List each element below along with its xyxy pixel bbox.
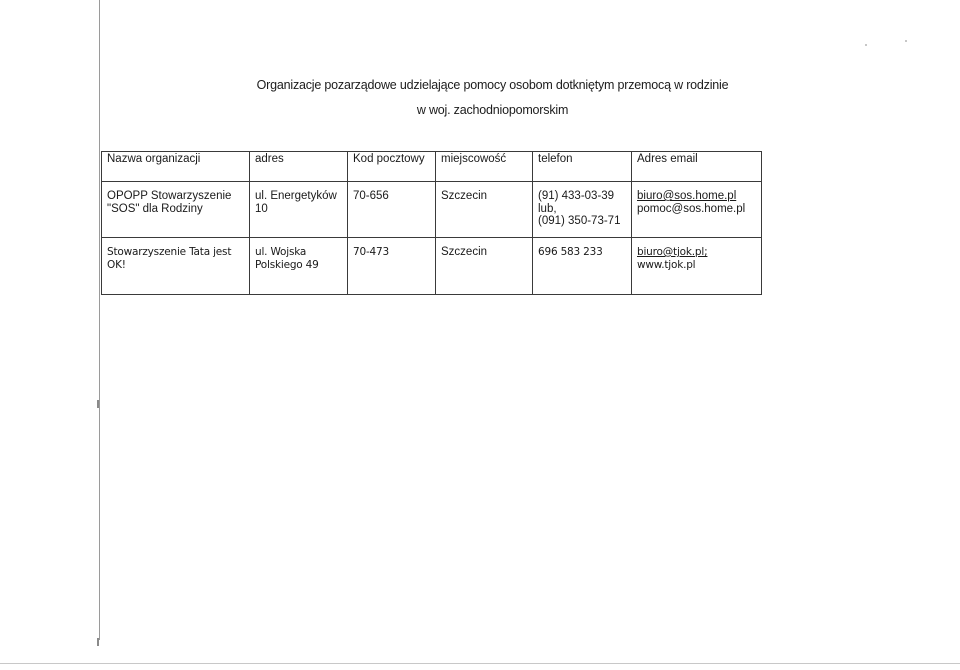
- org-postal-code-cell: 70-473: [348, 238, 436, 295]
- org-phone-cell: [533, 238, 632, 295]
- phone-line: 696 583 233: [538, 246, 603, 258]
- org-postal-code-cell: 70-656: [348, 182, 436, 238]
- org-city-cell: Szczecin: [436, 182, 533, 238]
- scan-margin-mark: [97, 638, 99, 646]
- scan-margin-mark: [97, 400, 99, 408]
- org-address-cell: ul. Wojska Polskiego 49: [250, 238, 348, 295]
- scan-speck: [865, 44, 867, 46]
- org-city-cell: Szczecin: [436, 238, 533, 295]
- org-address-cell: ul. Energetyków 10: [250, 182, 348, 238]
- header-cell-name: Nazwa organizacji: [102, 152, 250, 182]
- header-cell-phone: telefon: [533, 152, 632, 182]
- scan-speck: [905, 40, 907, 42]
- header-cell-email: Adres email: [632, 152, 762, 182]
- header-cell-postal-code: Kod pocztowy: [348, 152, 436, 182]
- org-email-cell: [632, 238, 762, 295]
- header-cell-city: miejscowość: [436, 152, 533, 182]
- scan-bottom-edge: [0, 663, 960, 664]
- table-row: [102, 238, 762, 295]
- table-row: [102, 182, 762, 238]
- phone-line: (91) 433-03-39: [538, 190, 615, 202]
- phone-line: lub,: [538, 202, 557, 215]
- email-link[interactable]: biuro@sos.home.pl: [637, 190, 737, 202]
- document-subtitle: w woj. zachodniopomorskim: [416, 103, 569, 117]
- org-email-cell: [632, 182, 762, 238]
- phone-line: (091) 350-73-71: [538, 215, 621, 227]
- website-text: www.tjok.pl: [637, 258, 696, 271]
- email-link[interactable]: biuro@tjok.pl;: [637, 246, 708, 258]
- scan-margin-line: [99, 0, 100, 640]
- org-name-cell: OPOPP Stowarzyszenie "SOS" dla Rodziny: [102, 182, 250, 238]
- organizations-table: [101, 151, 762, 295]
- email-text: pomoc@sos.home.pl: [637, 202, 746, 215]
- header-cell-address: adres: [250, 152, 348, 182]
- table-header-row: [102, 152, 762, 182]
- org-name-cell: Stowarzyszenie Tata jest OK!: [102, 238, 250, 295]
- document-title: Organizacje pozarządowe udzielające pomocy osobom dotkniętym przemocą w rodzinie: [256, 78, 729, 92]
- org-phone-cell: [533, 182, 632, 238]
